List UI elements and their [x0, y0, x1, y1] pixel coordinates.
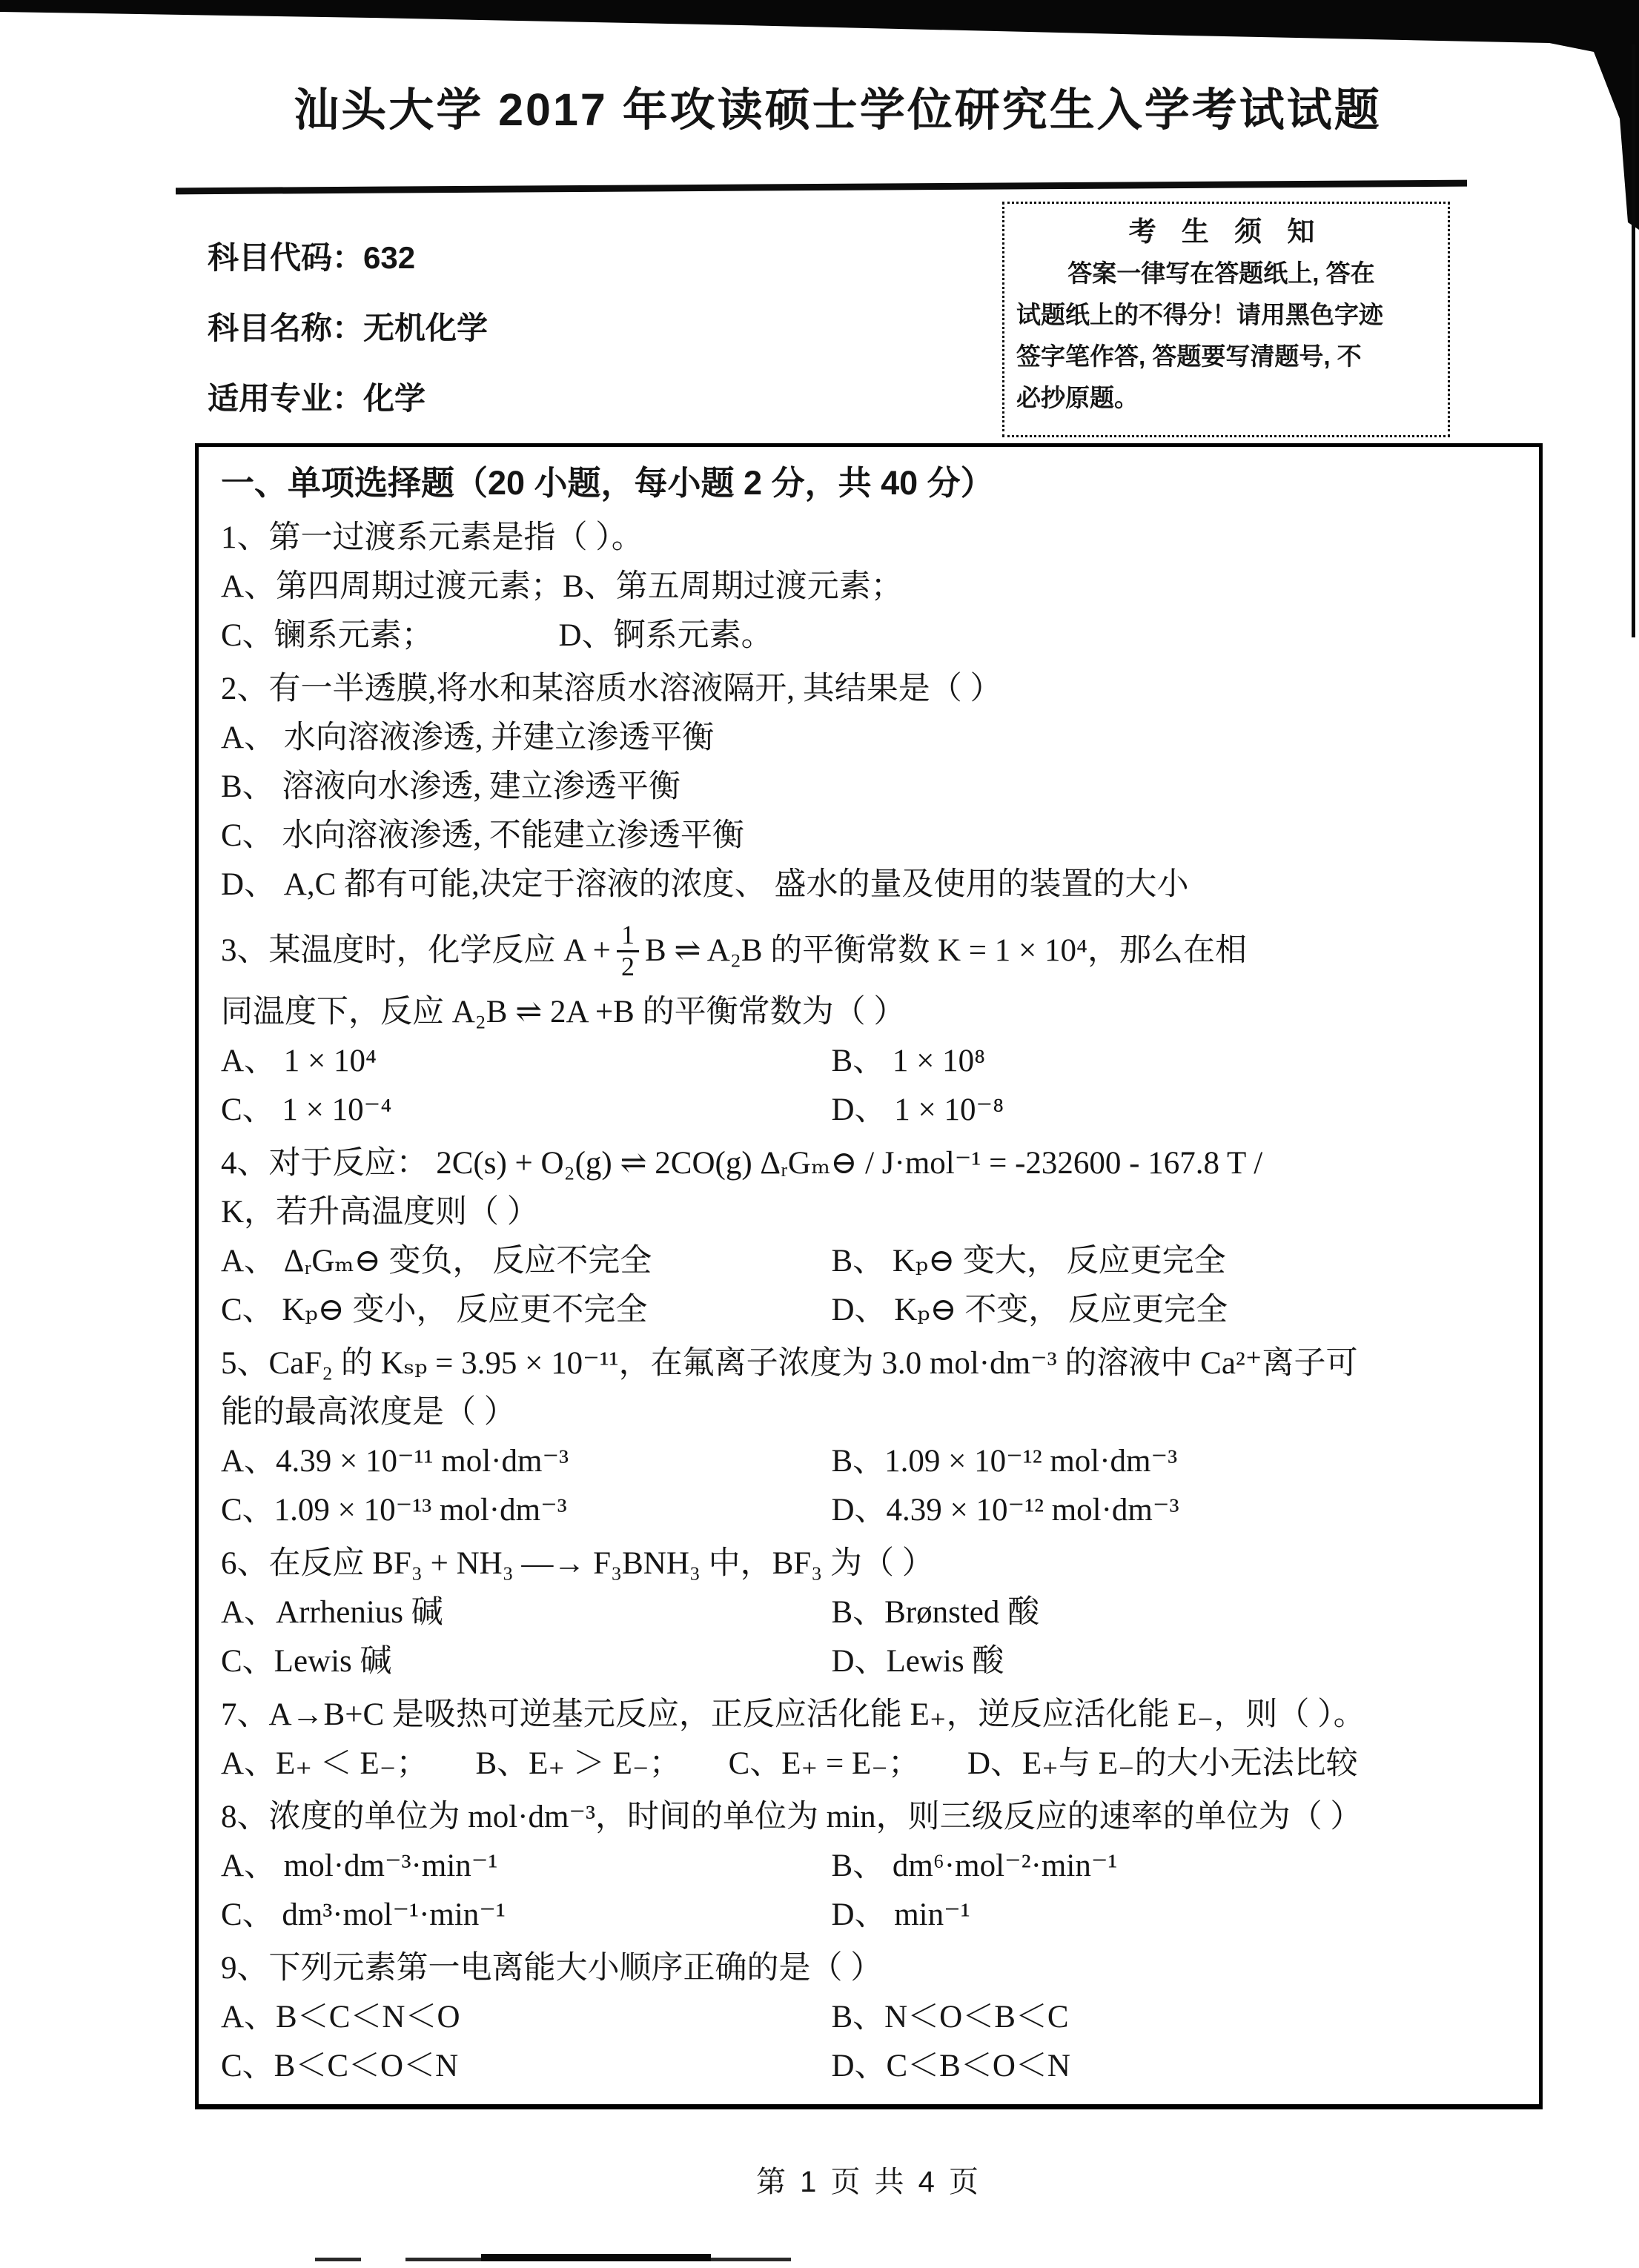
question-4-option-c: C、 Kₚ⊖ 变小， 反应更不完全 [221, 1293, 648, 1327]
question-9-row-ab [221, 1993, 1520, 2042]
question-3-stem-post: B ⇌ A₂B 的平衡常数 K = 1 × 10⁴，那么在相 [644, 933, 1248, 968]
question-6-row-ab [221, 1588, 1520, 1637]
question-6-option-a: A、Arrhenius 碱 [221, 1595, 443, 1630]
question-6-option-c: C、Lewis 碱 [221, 1644, 392, 1679]
question-4-option-a: A、 ΔᵣGₘ⊖ 变负， 反应不完全 [221, 1244, 652, 1279]
question-5-stem-line-2: 能的最高浓度是（ ） [221, 1395, 516, 1430]
question-8-row-cd [221, 1891, 1520, 1940]
question-9-option-a: A、B＜C＜N＜O [221, 2000, 460, 2035]
question-6-option-b: B、Brønsted 酸 [831, 1595, 1040, 1630]
question-1-row-ab [221, 563, 1520, 611]
question-8 [221, 1793, 1520, 1940]
section-heading: 一、单项选择题（20 小题，每小题 2 分，共 40 分） [221, 464, 994, 502]
page-number: 第 1 页 共 4 页 [755, 2166, 982, 2198]
question-5-option-a: A、4.39 × 10⁻¹¹ mol·dm⁻³ [221, 1444, 569, 1479]
question-2 [221, 665, 1520, 909]
scan-artifact-bottom-line-1 [315, 2258, 361, 2261]
subject-code-label: 科目代码： [208, 240, 364, 275]
question-5-option-d: D、4.39 × 10⁻¹² mol·dm⁻³ [831, 1493, 1179, 1528]
notice-line: 试题纸上的不得分！请用黑色字迹 [1016, 301, 1383, 328]
question-5-row-cd [221, 1486, 1520, 1535]
subject-meta-block [208, 222, 488, 434]
fraction-denominator: 2 [620, 951, 635, 981]
question-4-row-cd [221, 1286, 1520, 1335]
question-5-option-c: C、1.09 × 10⁻¹³ mol·dm⁻³ [221, 1493, 567, 1528]
one-half-fraction [617, 921, 639, 981]
question-3-stem-line-1 [221, 914, 1520, 988]
question-4-stem-line-2: K，若升高温度则（ ） [221, 1195, 539, 1230]
question-7-option-b: B、E₊ ＞ E₋； [475, 1746, 681, 1781]
fraction-numerator: 1 [617, 921, 639, 952]
question-6-option-d: D、Lewis 酸 [831, 1644, 1004, 1679]
question-3-stem-pre: 3、某温度时，化学反应 A + [221, 933, 611, 968]
question-3-option-b: B、 1 × 10⁸ [831, 1044, 986, 1078]
question-8-option-b: B、 dm⁶·mol⁻²·min⁻¹ [831, 1848, 1118, 1883]
scan-artifact-bottom-line-3 [481, 2254, 711, 2261]
major-value: 化学 [363, 381, 426, 416]
question-2-stem: 2、有一半透膜,将水和某溶质水溶液隔开, 其结果是（ ） [221, 672, 1002, 706]
question-7 [221, 1691, 1520, 1788]
question-3-row-cd [221, 1086, 1520, 1135]
question-6-stem: 6、在反应 BF₃ + NH₃ —→ F₃BNH₃ 中，BF₃ 为（ ） [221, 1546, 934, 1581]
notice-line: 签字笔作答, 答题要写清题号, 不 [1016, 342, 1362, 370]
question-3-option-a: A、 1 × 10⁴ [221, 1044, 377, 1078]
notice-line: 必抄原题。 [1016, 384, 1139, 411]
question-3-stem-line-2: 同温度下，反应 A₂B ⇌ 2A +B 的平衡常数为（ ） [221, 995, 906, 1029]
question-9-option-d: D、C＜B＜O＜N [831, 2049, 1070, 2083]
question-4-row-ab [221, 1237, 1520, 1286]
question-9-option-c: C、B＜C＜O＜N [221, 2049, 459, 2083]
question-2-option-b: B、 溶液向水渗透, 建立渗透平衡 [221, 769, 681, 804]
question-3-row-ab [221, 1037, 1520, 1086]
question-6 [221, 1539, 1520, 1686]
question-7-option-a: A、E₊ ＜ E₋； [221, 1746, 428, 1781]
question-4-option-b: B、 Kₚ⊖ 变大， 反应更完全 [831, 1244, 1226, 1279]
question-4 [221, 1139, 1520, 1335]
question-5 [221, 1339, 1520, 1535]
question-4-stem-line-1: 4、对于反应： 2C(s) + O₂(g) ⇌ 2CO(g) ΔᵣGₘ⊖ / J·mol⁻¹ = -232600 - 167.8 T / [221, 1146, 1263, 1181]
question-9-stem: 9、下列元素第一电离能大小顺序正确的是（ ） [221, 1951, 883, 1986]
candidate-notice-box [1002, 202, 1450, 437]
question-3-option-d: D、 1 × 10⁻⁸ [831, 1092, 1004, 1127]
question-7-option-d: D、E₊与 E₋的大小无法比较 [967, 1746, 1358, 1781]
question-8-option-d: D、 min⁻¹ [831, 1897, 970, 1932]
question-1-row-cd [221, 611, 1520, 660]
question-5-stem-line-1: 5、CaF₂ 的 Kₛₚ = 3.95 × 10⁻¹¹，在氟离子浓度为 3.0 mol·dm⁻³ 的溶液中 Ca²⁺离子可 [221, 1346, 1358, 1381]
scan-artifact-right-line [1632, 44, 1635, 637]
question-5-option-b: B、1.09 × 10⁻¹² mol·dm⁻³ [831, 1444, 1178, 1479]
notice-line: 答案一律写在答题纸上, 答在 [1067, 259, 1375, 287]
page-title: 汕头大学 2017 年攻读硕士学位研究生入学考试试题 [294, 84, 1382, 135]
subject-code-line [208, 222, 488, 293]
question-1-stem: 1、第一过渡系元素是指（ ）。 [221, 520, 643, 555]
question-2-option-d: D、 A,C 都有可能,决定于溶液的浓度、 盛水的量及使用的装置的大小 [221, 867, 1189, 902]
question-2-option-a: A、 水向溶液渗透, 并建立渗透平衡 [221, 720, 715, 755]
question-8-row-ab [221, 1842, 1520, 1891]
question-9 [221, 1944, 1520, 2091]
question-1-option-a: A、第四周期过渡元素； [221, 569, 563, 604]
question-1-option-b: B、第五周期过渡元素； [563, 569, 903, 604]
question-2-option-c: C、 水向溶液渗透, 不能建立渗透平衡 [221, 818, 744, 853]
question-9-option-b: B、N＜O＜B＜C [831, 2000, 1069, 2035]
question-7-stem: 7、A→B+C 是吸热可逆基元反应，正反应活化能 E₊，逆反应活化能 E₋，则（ ）。 [221, 1697, 1365, 1732]
subject-name-value: 无机化学 [363, 311, 489, 345]
question-4-option-d: D、 Kₚ⊖ 不变， 反应更完全 [831, 1293, 1228, 1327]
subject-code-value: 632 [363, 240, 416, 275]
question-7-options-row [221, 1740, 1520, 1788]
question-3 [221, 914, 1520, 1135]
questions-box [195, 443, 1543, 2109]
question-8-stem: 8、浓度的单位为 mol·dm⁻³，时间的单位为 min，则三级反应的速率的单位为（ ） [221, 1800, 1362, 1834]
subject-name-line [208, 293, 488, 363]
subject-name-label: 科目名称： [208, 311, 364, 345]
question-5-row-ab [221, 1437, 1520, 1486]
question-6-row-cd [221, 1637, 1520, 1686]
major-line [208, 363, 488, 434]
question-8-option-a: A、 mol·dm⁻³·min⁻¹ [221, 1848, 498, 1883]
major-label: 适用专业： [208, 381, 364, 416]
question-1-option-c: C、镧系元素； [221, 618, 434, 653]
notice-title: 考 生 须 知 [1128, 216, 1324, 247]
question-1-option-d: D、锕系元素。 [558, 618, 773, 653]
question-8-option-c: C、 dm³·mol⁻¹·min⁻¹ [221, 1897, 506, 1932]
question-3-option-c: C、 1 × 10⁻⁴ [221, 1092, 392, 1127]
question-1 [221, 514, 1520, 660]
question-9-row-cd [221, 2042, 1520, 2091]
question-7-option-c: C、E₊ = E₋； [728, 1746, 920, 1781]
